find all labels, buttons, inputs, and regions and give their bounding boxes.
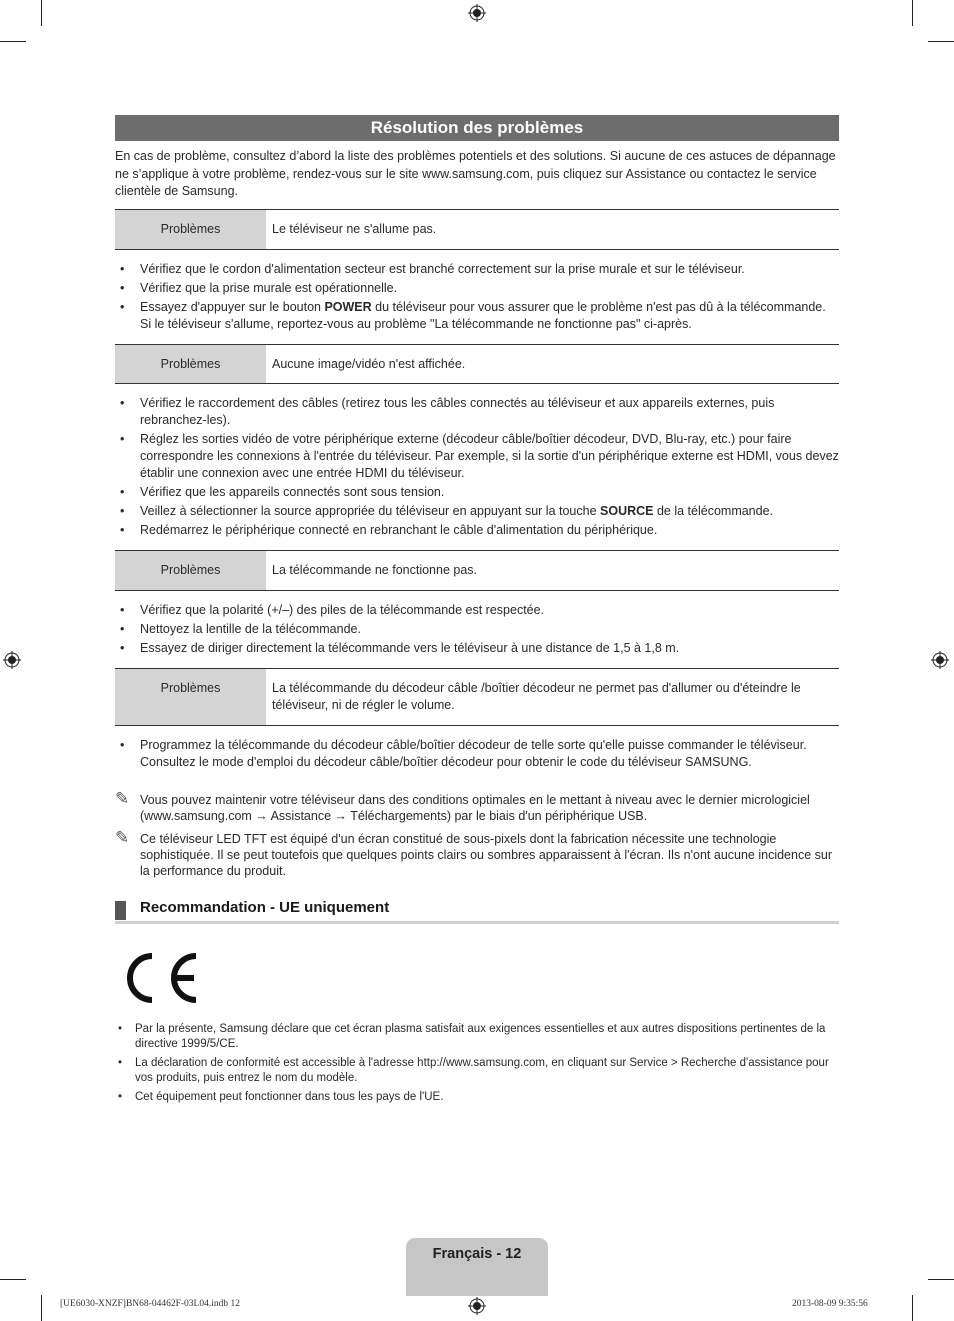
solution-list bbox=[115, 602, 839, 659]
problem-text: Aucune image/vidéo n'est affichée. bbox=[272, 357, 466, 371]
problem-label: Problèmes bbox=[115, 669, 267, 725]
problem-text: La télécommande du décodeur câble /boîtier décodeur ne permet pas d'allumer ou d'éteindre le téléviseur, ni de régler le volume. bbox=[272, 681, 801, 712]
crop-mark bbox=[0, 41, 26, 42]
note-text: Vous pouvez maintenir votre téléviseur dans des conditions optimales en le mettant à niveau avec le dernier micrologiciel (www.samsung.com → Assistance → Téléchargements) par le biais d'un périphérique USB. bbox=[140, 793, 810, 823]
registration-mark-icon bbox=[468, 1297, 486, 1315]
solution-list bbox=[115, 261, 839, 335]
list-item: • Vérifiez que le cordon d'alimentation secteur est branché correctement sur la prise murale et sur le téléviseur. bbox=[115, 261, 839, 278]
list-item: • Veillez à sélectionner la source appropriée du téléviseur en appuyant sur la touche SOURCE de la télécommande. bbox=[115, 503, 839, 520]
recommendation-list bbox=[115, 1022, 839, 1109]
list-item: • Cet équipement peut fonctionner dans tous les pays de l'UE. bbox=[115, 1090, 839, 1105]
list-item: • Vérifiez le raccordement des câbles (retirez tous les câbles connectés au téléviseur et aux appareils externes, puis rebranchez-les). bbox=[115, 395, 839, 429]
section-heading bbox=[115, 899, 839, 924]
problem-row bbox=[115, 550, 839, 591]
list-item: • Essayez d'appuyer sur le bouton POWER du téléviseur pour vous assurer que le problème n'est pas dû à la télécommande. Si le téléviseur s'allume, reportez-vous au problème "La télécommande ne fonctionne pas" ci-après. bbox=[115, 299, 839, 333]
crop-mark bbox=[41, 1295, 42, 1321]
problem-row bbox=[115, 668, 839, 726]
section-heading-text: Recommandation - UE uniquement bbox=[140, 899, 390, 916]
note-text: Ce téléviseur LED TFT est équipé d'un écran constitué de sous-pixels dont la fabrication nécessite une technologie sophistiquée. Il se peut toutefois que quelques points clairs ou sombres apparaissent à l'écran. Ils n'ont aucune incidence sur la performance du produit. bbox=[140, 832, 832, 878]
list-item: • Vérifiez que la prise murale est opérationnelle. bbox=[115, 280, 839, 297]
crop-mark bbox=[928, 41, 954, 42]
note bbox=[115, 828, 839, 879]
crop-mark bbox=[912, 1295, 913, 1321]
list-item: • Vérifiez que les appareils connectés sont sous tension. bbox=[115, 484, 839, 501]
crop-mark bbox=[928, 1279, 954, 1280]
ce-logo bbox=[122, 951, 202, 1005]
pencil-note-icon: ✎ bbox=[115, 789, 130, 808]
registration-mark-icon bbox=[3, 651, 21, 669]
list-item: • Nettoyez la lentille de la télécommande. bbox=[115, 621, 839, 638]
crop-mark bbox=[41, 0, 42, 26]
problem-text: Le téléviseur ne s'allume pas. bbox=[272, 222, 437, 236]
list-item: • Essayez de diriger directement la télécommande vers le téléviseur à une distance de 1,5 à 1,8 m. bbox=[115, 640, 839, 657]
intro-text: En cas de problème, consultez d’abord la liste des problèmes potentiels et des solutions. Si aucune de ces astuces de dépannage ne s’applique à votre problème, rendez-vous sur le site www.samsung.com, puis cliquez sur Assistance ou contactez le service clientèle de Samsung. bbox=[115, 149, 836, 198]
print-slug-left: [UE6030-XNZF]BN68-04462F-03L04.indb 12 bbox=[60, 1299, 240, 1309]
problem-row bbox=[115, 209, 839, 250]
heading-marker bbox=[115, 901, 126, 920]
registration-mark-icon bbox=[468, 4, 486, 22]
page-number-tab: Français - 12 bbox=[406, 1238, 548, 1296]
button-name: POWER bbox=[324, 300, 372, 314]
list-item: • Vérifiez que la polarité (+/–) des piles de la télécommande est respectée. bbox=[115, 602, 839, 619]
pencil-note-icon: ✎ bbox=[115, 828, 130, 847]
crop-mark bbox=[0, 1279, 26, 1280]
problem-text: La télécommande ne fonctionne pas. bbox=[272, 563, 477, 577]
note bbox=[115, 789, 839, 824]
problem-label: Problèmes bbox=[115, 551, 267, 590]
list-item: • Programmez la télécommande du décodeur câble/boîtier décodeur de telle sorte qu'elle puisse commander le téléviseur. Consultez le mode d'emploi du décodeur câble/boîtier décodeur pour obtenir le code du téléviseur SAMSUNG. bbox=[115, 737, 839, 771]
list-item: • La déclaration de conformité est accessible à l'adresse http://www.samsung.com, en cliquant sur Service > Recherche d'assistance pour vos produits, puis entrez le nom du modèle. bbox=[115, 1056, 839, 1086]
list-item: • Redémarrez le périphérique connecté en rebranchant le câble d'alimentation du périphérique. bbox=[115, 522, 839, 539]
problem-row bbox=[115, 344, 839, 384]
problem-label: Problèmes bbox=[115, 345, 267, 383]
page-title: Résolution des problèmes bbox=[115, 115, 839, 141]
problem-label: Problèmes bbox=[115, 210, 267, 249]
button-name: SOURCE bbox=[600, 504, 654, 518]
solution-list bbox=[115, 737, 839, 773]
crop-mark bbox=[912, 0, 913, 26]
registration-mark-icon bbox=[931, 651, 949, 669]
solution-list bbox=[115, 395, 839, 541]
list-item: • Réglez les sorties vidéo de votre périphérique externe (décodeur câble/boîtier décodeur, DVD, Blu-ray, etc.) pour faire correspondre les connexions à l'entrée du téléviseur. Par exemple, si la sortie d'un périphérique externe est HDMI, vous devez établir une connexion avec une entrée HDMI du téléviseur. bbox=[115, 431, 839, 482]
list-item: • Par la présente, Samsung déclare que cet écran plasma satisfait aux exigences essentielles et aux autres dispositions pertinentes de la directive 1999/5/CE. bbox=[115, 1022, 839, 1052]
print-slug-right: 2013-08-09 9:35:56 bbox=[792, 1299, 868, 1309]
